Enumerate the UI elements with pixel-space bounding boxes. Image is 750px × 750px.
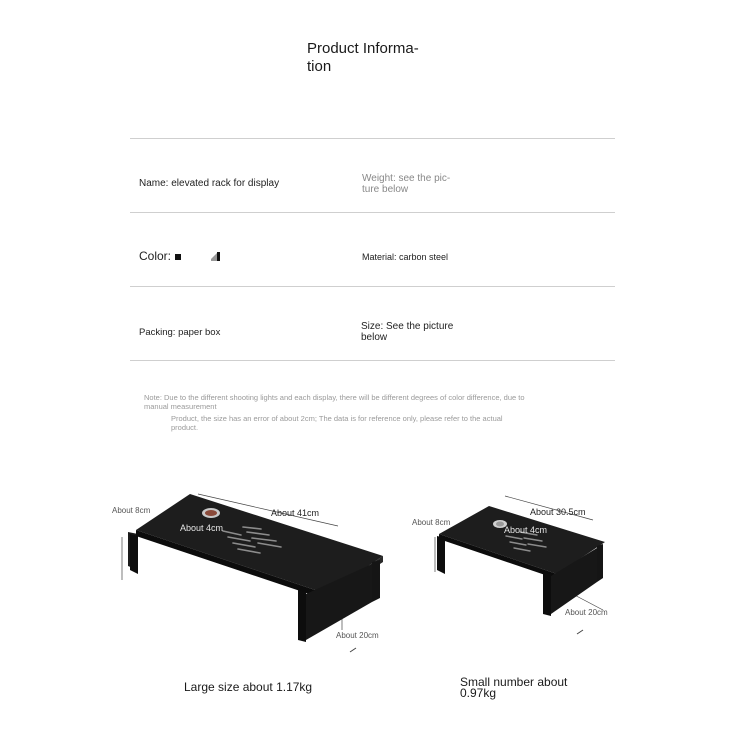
small-rack-image xyxy=(425,490,625,640)
table-rule-top xyxy=(130,138,615,139)
large-height-label: About 8cm xyxy=(112,506,151,515)
large-length-label: About 41cm xyxy=(271,508,320,518)
info-weight-line-2: ture below xyxy=(362,184,409,195)
note-line-1: Note: Due to the different shooting lights and each display, there will be different degrees of color difference, due to xyxy=(144,393,525,402)
note-line-2: manual measurement xyxy=(144,402,217,411)
table-rule-bottom xyxy=(130,360,615,361)
info-packing: Packing: paper box xyxy=(139,327,221,338)
title-line-2: tion xyxy=(307,58,332,75)
info-size xyxy=(361,321,453,343)
large-depth-label: About 20cm xyxy=(336,631,379,640)
note-line-3: Product, the size has an error of about 2cm; The data is for reference only, please refer to the actual xyxy=(171,414,503,423)
info-size-line-1: Size: See the picture xyxy=(361,321,454,332)
page-title xyxy=(307,40,437,76)
table-rule-2 xyxy=(130,286,615,287)
info-color xyxy=(139,251,181,262)
large-hole-label: About 4cm xyxy=(180,523,224,533)
small-caption-line-1: Small number about xyxy=(460,675,568,689)
table-rule-1 xyxy=(130,212,615,213)
info-weight-line-1: Weight: see the pic- xyxy=(362,173,451,184)
color-swatch-icon xyxy=(211,251,220,261)
small-hole-label: About 4cm xyxy=(504,525,548,535)
small-height-label: About 8cm xyxy=(412,518,451,527)
note-line-4: product. xyxy=(171,423,199,432)
small-caption-line-2: 0.97kg xyxy=(460,686,497,700)
title-line-1: Product Informa- xyxy=(307,40,419,57)
large-rack-image xyxy=(110,480,400,670)
info-name: Name: elevated rack for display xyxy=(139,178,280,189)
info-color-label: Color: xyxy=(139,249,172,263)
small-length-label: About 30.5cm xyxy=(530,507,586,517)
info-size-line-2: below xyxy=(361,332,388,343)
color-swatch-black xyxy=(175,254,181,260)
small-caption xyxy=(460,677,567,699)
info-weight xyxy=(362,173,450,195)
small-depth-label: About 20cm xyxy=(565,608,608,617)
info-material: Material: carbon steel xyxy=(362,252,449,262)
large-caption: Large size about 1.17kg xyxy=(184,680,313,694)
